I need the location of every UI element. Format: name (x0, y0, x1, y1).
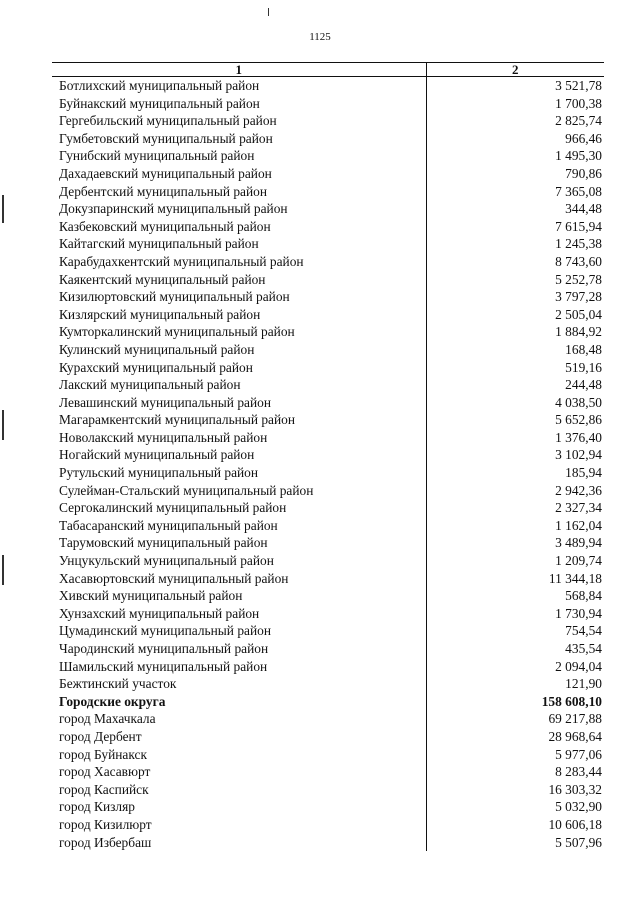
table-row (52, 359, 604, 377)
row-name: Цумадинский муниципальный район (52, 622, 426, 640)
row-name: Казбековский муниципальный район (52, 218, 426, 236)
table-row (52, 411, 604, 429)
row-name: Буйнакский муниципальный район (52, 95, 426, 113)
row-value: 8 283,44 (555, 764, 602, 780)
table-row (52, 746, 604, 764)
table-row (52, 165, 604, 183)
table-row (52, 517, 604, 535)
left-margin-mark (2, 410, 4, 440)
row-value: 790,86 (565, 165, 602, 181)
row-value: 1 884,92 (555, 324, 602, 340)
row-name: Унцукульский муниципальный район (52, 552, 426, 570)
row-name: город Каспийск (52, 781, 426, 799)
table-row (52, 640, 604, 658)
table-row (52, 112, 604, 130)
row-value: 185,94 (565, 465, 602, 481)
row-name: Хасавюртовский муниципальный район (52, 570, 426, 588)
row-value: 244,48 (565, 377, 602, 393)
row-name: Левашинский муниципальный район (52, 394, 426, 412)
table-row (52, 77, 604, 95)
row-name: Гунибский муниципальный район (52, 147, 426, 165)
table-row (52, 376, 604, 394)
row-value: 1 495,30 (555, 148, 602, 164)
table-row (52, 306, 604, 324)
table-row (52, 482, 604, 500)
row-value: 3 797,28 (555, 289, 602, 305)
table-row (52, 587, 604, 605)
row-value: 1 376,40 (555, 429, 602, 445)
row-name: Докузпаринский муниципальный район (52, 200, 426, 218)
table-row (52, 693, 604, 711)
row-value: 754,54 (565, 623, 602, 639)
row-value: 69 217,88 (548, 711, 602, 727)
row-name: Сергокалинский муниципальный район (52, 499, 426, 517)
row-value: 519,16 (565, 359, 602, 375)
row-name: Кизилюртовский муниципальный район (52, 288, 426, 306)
row-value: 2 825,74 (555, 113, 602, 129)
table-row (52, 235, 604, 253)
row-name: Шамильский муниципальный район (52, 658, 426, 676)
row-name: Рутульский муниципальный район (52, 464, 426, 482)
table-row (52, 218, 604, 236)
row-name: Бежтинский участок (52, 675, 426, 693)
row-name: Магарамкентский муниципальный район (52, 411, 426, 429)
table-row (52, 675, 604, 693)
row-name: Хунзахский муниципальный район (52, 605, 426, 623)
row-name: город Дербент (52, 728, 426, 746)
row-value: 435,54 (565, 641, 602, 656)
row-value: 1 700,38 (555, 95, 602, 111)
table-row (52, 288, 604, 306)
row-value: 7 615,94 (555, 218, 602, 234)
row-value: 2 327,34 (555, 500, 602, 516)
row-value: 1 730,94 (555, 605, 602, 621)
left-margin-mark (2, 195, 4, 223)
table-row (52, 394, 604, 412)
row-value: 168,48 (565, 341, 602, 357)
row-value: 1 162,04 (555, 517, 602, 533)
table-row (52, 728, 604, 746)
row-name: Курахский муниципальный район (52, 359, 426, 377)
table-row (52, 429, 604, 447)
row-value: 3 489,94 (555, 535, 602, 551)
table-row (52, 271, 604, 289)
row-value: 5 252,78 (555, 271, 602, 287)
row-name: Чародинский муниципальный район (52, 640, 426, 658)
table-row (52, 200, 604, 218)
row-value: 568,84 (565, 588, 602, 604)
row-value: 121,90 (565, 676, 602, 692)
row-name: город Хасавюрт (52, 763, 426, 781)
row-value: 10 606,18 (548, 816, 602, 832)
table-row (52, 658, 604, 676)
table-row (52, 605, 604, 623)
row-name: Ботлихский муниципальный район (52, 77, 426, 95)
row-value: 5 977,06 (555, 746, 602, 762)
row-name: город Кизляр (52, 798, 426, 816)
table-row (52, 798, 604, 816)
row-value: 16 303,32 (548, 781, 602, 797)
row-value: 3 102,94 (555, 447, 602, 463)
top-edge-mark (268, 8, 269, 16)
row-name: Кайтагский муниципальный район (52, 235, 426, 253)
table-row (52, 183, 604, 201)
table-row (52, 446, 604, 464)
row-name: Дахадаевский муниципальный район (52, 165, 426, 183)
row-name: Городские округа (52, 693, 426, 711)
table-row (52, 323, 604, 341)
row-name: Лакский муниципальный район (52, 376, 426, 394)
row-name: Ногайский муниципальный район (52, 446, 426, 464)
page-number: 1125 (309, 31, 331, 43)
row-value: 3 521,78 (555, 78, 602, 93)
row-value: 28 968,64 (548, 728, 602, 744)
row-value: 5 032,90 (555, 799, 602, 815)
row-value: 7 365,08 (555, 183, 602, 199)
row-name: город Избербаш (52, 834, 426, 852)
row-name: Кизлярский муниципальный район (52, 306, 426, 324)
table-row (52, 781, 604, 799)
row-value: 966,46 (565, 130, 602, 146)
table-row (52, 534, 604, 552)
row-name: Гергебильский муниципальный район (52, 112, 426, 130)
table-row (52, 253, 604, 271)
row-name: Новолакский муниципальный район (52, 429, 426, 447)
table-row (52, 622, 604, 640)
table-row (52, 710, 604, 728)
row-name: Гумбетовский муниципальный район (52, 130, 426, 148)
column-header-2: 2 (426, 63, 604, 77)
row-value: 5 507,96 (555, 834, 602, 850)
table-row (52, 834, 604, 852)
row-name: Табасаранский муниципальный район (52, 517, 426, 535)
row-value: 158 608,10 (541, 693, 602, 709)
row-name: Кулинский муниципальный район (52, 341, 426, 359)
row-name: Каякентский муниципальный район (52, 271, 426, 289)
table-row (52, 552, 604, 570)
left-margin-mark (2, 555, 4, 585)
row-name: город Махачкала (52, 710, 426, 728)
row-name: Карабудахкентский муниципальный район (52, 253, 426, 271)
table-row (52, 464, 604, 482)
table-row (52, 499, 604, 517)
row-value: 2 505,04 (555, 306, 602, 322)
row-value: 1 245,38 (555, 236, 602, 252)
row-value: 5 652,86 (555, 412, 602, 428)
table-row (52, 570, 604, 588)
row-name: Тарумовский муниципальный район (52, 534, 426, 552)
row-name: Сулейман-Стальский муниципальный район (52, 482, 426, 500)
table-row (52, 95, 604, 113)
row-value: 344,48 (565, 201, 602, 217)
row-name: Дербентский муниципальный район (52, 183, 426, 201)
row-value: 8 743,60 (555, 253, 602, 269)
row-name: Кумторкалинский муниципальный район (52, 323, 426, 341)
table-row (52, 816, 604, 834)
row-value: 4 038,50 (555, 394, 602, 410)
table-row (52, 147, 604, 165)
table-row (52, 130, 604, 148)
table-header-row (52, 63, 604, 77)
row-name: город Кизилюрт (52, 816, 426, 834)
table-row (52, 763, 604, 781)
table-body (52, 77, 604, 852)
row-value: 1 209,74 (555, 553, 602, 569)
row-value: 11 344,18 (548, 570, 602, 586)
column-header-1: 1 (52, 63, 426, 77)
row-value: 2 094,04 (555, 658, 602, 674)
row-name: Хивский муниципальный район (52, 587, 426, 605)
budget-table (52, 62, 604, 851)
row-value: 2 942,36 (555, 482, 602, 498)
table-row (52, 341, 604, 359)
row-name: город Буйнакск (52, 746, 426, 764)
